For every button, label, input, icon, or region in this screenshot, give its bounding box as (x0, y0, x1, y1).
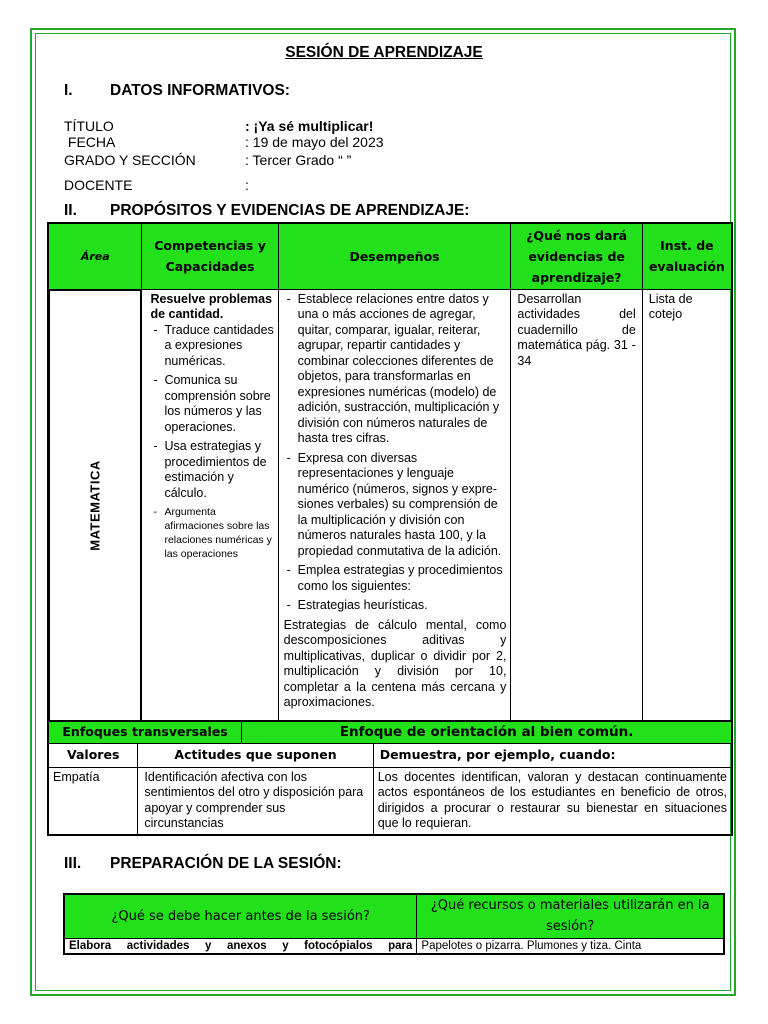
section-3-title: PREPARACIÓN DE LA SESIÓN: (110, 855, 342, 872)
actitud-cell: Identificación afectiva con los sentimientos del otro y disposición para apoyar y comprender sus circunstancias (138, 767, 373, 835)
evidencia-cell: Desarrollan actividades del cuadernillo de matemática pág. 31 - 34 (511, 289, 642, 723)
prep-header-before: ¿Qué se debe hacer antes de la sesión? (64, 894, 417, 938)
section-2-title: PROPÓSITOS Y EVIDENCIAS DE APRENDIZAJE: (110, 202, 470, 219)
instrumento-cell: Lista de cotejo (642, 289, 732, 723)
header-evidencias: ¿Qué nos dará evidencias de aprendizaje? (511, 223, 642, 289)
header-area: Área (48, 223, 142, 289)
competencia-title: Resuelve problemas de cantidad. (150, 291, 273, 321)
capacidad-item-small: - Argumenta afirmaciones sobre las relaciones numéricas y las operaciones (150, 505, 274, 561)
capacidad-item: - Traduce cantidades a expresiones numéricas. (150, 323, 274, 370)
area-cell (49, 290, 141, 722)
purposes-table (47, 222, 733, 724)
actitudes-header: Actitudes que suponen (138, 743, 373, 767)
enfoque-value: Enfoque de orientación al bien común. (242, 721, 732, 743)
header-desempenos: Desempeños (278, 223, 511, 289)
area-label: MATEMATICA (87, 460, 103, 551)
desempeno-item: - Estrategias heurísticas. (284, 598, 507, 614)
section-2-number: II. (64, 202, 77, 219)
desempenos-list (284, 292, 507, 614)
enfoques-label: Enfoques transversales (48, 721, 242, 743)
prep-resources-text: Papelotes o pizarra. Plumones y tiza. Cinta (417, 938, 724, 954)
prep-before-text: Elabora actividades y anexos y fotocópialos para (64, 938, 417, 954)
document-title: SESIÓN DE APRENDIZAJE (285, 44, 483, 61)
info-label-grado: GRADO Y SECCIÓN (64, 152, 196, 168)
section-1-title: DATOS INFORMATIVOS: (110, 82, 290, 99)
valores-header: Valores (48, 743, 138, 767)
desempeno-extra: Estrategias de cálculo mental, como descomposiciones aditivas y multiplicativas, duplicar o dividir por 2, multiplicación y división por 10, completar a la centena más cercana y aproximaciones. (283, 617, 507, 709)
desempeno-item: - Emplea estrategias y procedimientos como los siguientes: (284, 563, 507, 594)
demuestra-cell: Los docentes identifican, valoran y destacan continuamente actos espontáneos de los estudiantes en beneficio de otros, dirigidos a procurar o restaurar su bienestar en situaciones que lo requieran. (373, 767, 732, 835)
prep-header-resources: ¿Qué recursos o materiales utilizarán en la sesión? (417, 894, 724, 938)
info-value-grado: : Tercer Grado “ ” (245, 152, 352, 168)
capacidad-item: - Usa estrategias y procedimientos de estimación y cálculo. (150, 439, 274, 501)
info-value-docente: : (245, 177, 249, 193)
desempeno-item: - Expresa con diversas representaciones y lenguaje numérico (números, signos y expre-siones verbales) su comprensión de la multiplicación y división con números naturales hasta 100, y la propiedad conmutativa de la adición. (284, 451, 507, 560)
demuestra-header: Demuestra, por ejemplo, cuando: (373, 743, 732, 767)
competencias-cell (142, 289, 278, 723)
capacidad-item: - Comunica su comprensión sobre los números y las operaciones. (150, 373, 274, 435)
info-label-titulo: TÍTULO (64, 118, 114, 134)
section-3-number: III. (64, 855, 82, 872)
info-value-fecha: : 19 de mayo del 2023 (245, 134, 384, 150)
preparation-table (63, 893, 725, 955)
header-instrumento: Inst. de evaluación (642, 223, 732, 289)
desempeno-item: - Establece relaciones entre datos y una o más acciones de agregar, quitar, comparar, igualar, reiterar, agrupar, repartir cantidades y combinar colecciones diferentes de objetos, para transformarlas en expresiones numéricas (modelo) de adición, sustracción, multiplicación y división con números naturales de hasta tres cifras. (284, 292, 507, 447)
info-label-fecha: FECHA (64, 134, 116, 150)
valor-cell: Empatía (48, 767, 138, 835)
values-table (47, 720, 733, 836)
info-label-docente: DOCENTE (64, 177, 133, 193)
capacidades-list (150, 323, 274, 562)
info-value-titulo: : ¡Ya sé multiplicar! (245, 118, 374, 134)
header-competencias: Competencias y Capacidades (142, 223, 278, 289)
desempenos-cell (278, 289, 511, 723)
section-1-number: I. (64, 82, 73, 99)
